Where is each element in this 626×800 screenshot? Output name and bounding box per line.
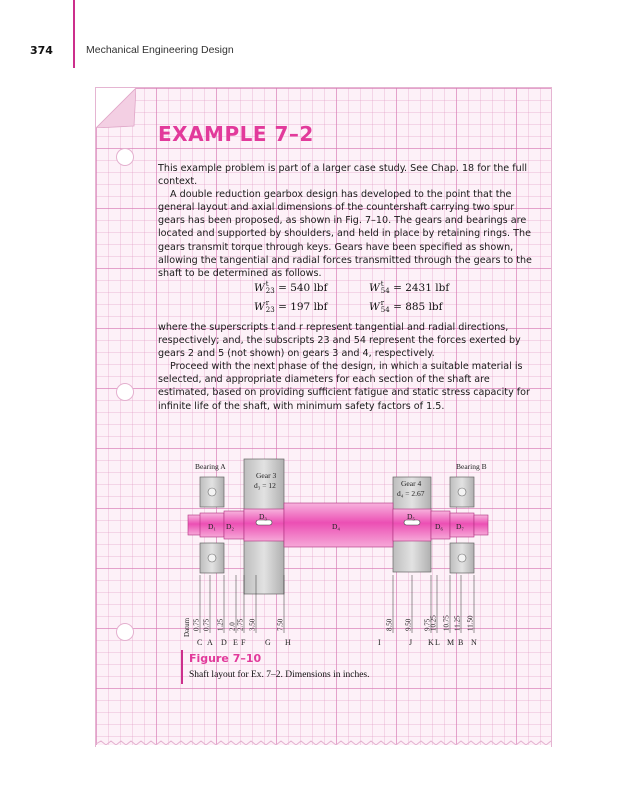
- gear-4-label: Gear 4: [401, 479, 422, 488]
- dimension-value: 2.0: [228, 622, 237, 631]
- dimension-value: 11.25: [453, 615, 462, 631]
- section-letter: M: [447, 638, 455, 647]
- section-letter: H: [285, 638, 291, 647]
- dimension-value: 1.25: [216, 618, 225, 631]
- diameter-label: D₅: [407, 512, 416, 521]
- page-header: [0, 0, 626, 70]
- diameter-label: D₇: [456, 522, 465, 531]
- dimension-value: 11.50: [466, 615, 475, 631]
- paragraph: A double reduction gearbox design has developed to the point that the general layout and axial dimensions of the countershaft carrying two spur gears has been proposed, as shown in Fig. 7–10. The gears and bearings are located and supported by shoulders, and held in place by retaining rings. The gears transmit torque through keys. Gears have been specified as shown, allowing the tangential and radial forces transmitted through the gears to the shaft to be determined as follows.: [158, 189, 532, 279]
- running-head: Mechanical Engineering Design: [86, 44, 234, 56]
- conclusion-paragraphs: [158, 321, 543, 413]
- dimension-value: 3.50: [248, 618, 257, 631]
- figure-caption: Shaft layout for Ex. 7–2. Dimensions in inches.: [189, 670, 370, 680]
- dimension-value: 2.75: [236, 618, 245, 631]
- section-letter: K: [428, 638, 434, 647]
- section-letter: A: [207, 638, 213, 647]
- intro-paragraphs: [158, 162, 543, 280]
- dimension-values: [193, 615, 475, 631]
- diameter-label: D₂: [226, 522, 235, 531]
- section-letter: N: [471, 638, 477, 647]
- section-letter: J: [409, 638, 413, 647]
- bearing-a-label: Bearing A: [195, 462, 226, 471]
- binder-hole: [116, 148, 134, 166]
- diameter-label: D₄: [332, 522, 341, 531]
- diameter-label: D₆: [435, 522, 444, 531]
- datum-label: Datum: [183, 617, 191, 637]
- gear-3-diameter: d₃ = 12: [254, 481, 276, 490]
- gear-4-diameter: d₄ = 2.67: [397, 489, 425, 498]
- paragraph: This example problem is part of a larger case study. See Chap. 18 for the full context.: [158, 163, 528, 188]
- equation-w54-radial: W r 54 = 885 lbf: [369, 299, 443, 314]
- section-letters: [197, 638, 477, 647]
- gear-3-label: Gear 3: [256, 471, 277, 480]
- section-letter: G: [265, 638, 271, 647]
- equation-w23-tangential: W t 23 = 540 lbf: [254, 280, 328, 295]
- caption-rule: [181, 650, 183, 684]
- section-letter: L: [435, 638, 440, 647]
- equation-w54-tangential: W t 54 = 2431 lbf: [369, 280, 450, 295]
- dimension-value: 8.50: [385, 618, 394, 631]
- diameter-label: D₁: [208, 522, 217, 531]
- dimension-value: 0.75: [202, 618, 211, 631]
- bearing-b-label: Bearing B: [456, 462, 487, 471]
- diameter-label: D₃: [259, 512, 268, 521]
- header-rule: [73, 0, 75, 68]
- binder-hole: [116, 623, 134, 641]
- dimension-value: 9.50: [404, 618, 413, 631]
- example-title: EXAMPLE 7–2: [158, 122, 314, 146]
- dimension-value: 0.75: [192, 618, 201, 631]
- page-number: 374: [30, 44, 53, 57]
- section-letter: I: [378, 638, 381, 647]
- equation-w23-radial: W r 23 = 197 lbf: [254, 299, 328, 314]
- section-letter: E: [233, 638, 238, 647]
- section-letter: F: [241, 638, 246, 647]
- section-letter: C: [197, 638, 203, 647]
- dimension-value: 7.50: [276, 618, 285, 631]
- dimension-value: 9.75: [423, 618, 432, 631]
- page-corner-fold: [96, 88, 136, 128]
- shaft-layout-figure: [180, 455, 510, 650]
- binder-hole: [116, 383, 134, 401]
- paragraph: Proceed with the next phase of the design, in which a suitable material is selected, and appropriate diameters for each section of the shaft are estimated, based on providing sufficient fatigue and static stress capacity for infinite life of the shaft, with minimum safety factors of 1.5.: [158, 361, 530, 412]
- section-letter: D: [221, 638, 227, 647]
- figure-number: Figure 7–10: [189, 652, 262, 665]
- torn-bottom-edge: [96, 738, 551, 752]
- section-letter: B: [458, 638, 464, 647]
- dimension-value: 10.75: [442, 615, 451, 631]
- dimension-value: 10.25: [429, 615, 438, 631]
- paragraph: where the superscripts t and r represent tangential and radial directions, respectively; and, the subscripts 23 and 54 represent the forces exerted by gears 2 and 5 (not shown) on gears 3 and 4, respectively.: [158, 322, 521, 360]
